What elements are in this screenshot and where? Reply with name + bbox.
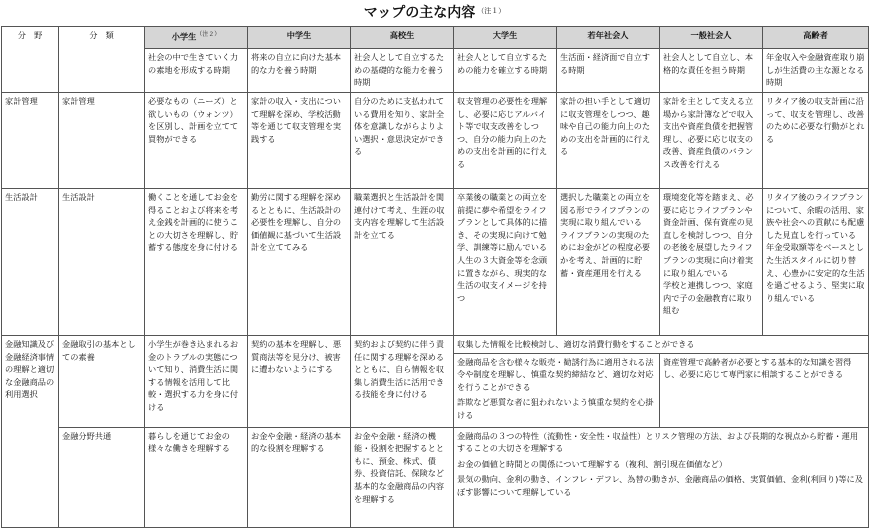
stage-header-row (2, 27, 869, 49)
life-plan-cell: 勤労に関する理解を深めるとともに、生活設計の必要性を理解し、自分の価値観に基づいて生活設計を立ててみる (248, 189, 351, 336)
category-common: 金融分野共通 (59, 427, 145, 527)
basics-row-top (2, 336, 869, 354)
stage-elementary (145, 27, 248, 49)
stage-desc: 年金収入や金融資産取り崩しが生活費の主な源となる時期 (763, 49, 869, 93)
life-plan-cell: 働くことを通してお金を得ることおよび将来を考え金銭を計画的に使うことの大切さを理解し、貯蓄する態度を身に付ける (145, 189, 248, 336)
stage-label: 高齢者 (803, 30, 828, 40)
life-plan-row (2, 189, 869, 336)
common-univ-plus (454, 427, 869, 527)
category-header: 分 類 (59, 27, 145, 93)
common-univ-item: お金の価値と時間との関係について理解する（複利、割引現在価値など） (457, 458, 728, 469)
basics-univ-young (454, 353, 660, 427)
basics-elementary: 小学生が巻き込まれるお金のトラブルの実態について知り、消費生活に関する情報を活用して比較・選択する力を身に付ける (145, 336, 248, 428)
field-header: 分 野 (2, 27, 59, 93)
field-financial-knowledge: 金融知識及び金融経済事情の理解と適切な金融商品の利用選択 (2, 336, 59, 528)
stage-label: 中学生 (286, 30, 312, 40)
stage-general-adult (660, 27, 763, 49)
life-plan-cell: 選択した職業との両立を図る形でライフプランの実現に取り組んでいる ライフプランの実現のためにお金がどの程度必要かを考え、計画的に貯蓄・資産運用を行える (557, 189, 660, 336)
common-elementary: 暮らしを通じてお金の様々な働きを理解する (145, 427, 248, 527)
field-life-plan: 生活設計 (2, 189, 59, 336)
field-household: 家計管理 (2, 93, 59, 189)
common-row (2, 427, 869, 527)
stage-young-adult (557, 27, 660, 49)
common-univ-item: 金融商品の３つの特性（流動性・安全性・収益性）とリスク管理の方法、および長期的な視点から貯蓄・運用することの大切さを理解する (457, 430, 859, 454)
stage-desc: 社会人として自立するための能力を確立する時期 (454, 49, 557, 93)
common-junior: お金や金融・経済の基本的な役割を理解する (248, 427, 351, 527)
category-basics: 金融取引の基本としての素養 (59, 336, 145, 428)
stage-senior (763, 27, 869, 49)
stage-note: （注２） (196, 31, 221, 38)
stage-desc: 社会人として自立するための基礎的な能力を養う時期 (351, 49, 454, 93)
stage-label: 一般社会人 (690, 30, 732, 40)
basics-junior: 契約の基本を理解し、悪質商法等を見分け、被害に遭わないようにする (248, 336, 351, 428)
stage-label: 高校生 (389, 30, 415, 40)
stage-university (454, 27, 557, 49)
stage-label: 小学生 (171, 31, 197, 42)
basics-high: 契約および契約に伴う責任に関する理解を深めるとともに、自ら情報を収集し消費生活に活用できる技能を身に付ける (351, 336, 454, 428)
household-cell: リタイア後の収支計画に沿って、収支を管理し、改善のために必要な行動がとれる (763, 93, 869, 189)
life-plan-cell: 環境変化等を踏まえ、必要に応じライフプランや資金計画、保有資産の見直しを検討しつつ、自分の老後を展望したライフプランの実現に向け着実に取り組んでいる 学校と連携しつつ、家庭内で子の金融教育に取り組む (660, 189, 763, 336)
basics-univ-young-item: 金融商品を含む様々な販売・勧誘行為に適用される法令や制度を理解し、慎重な契約締結など、適切な対応を行うことができる (457, 356, 654, 392)
household-cell: 家計の担い手として適切に収支管理をしつつ、趣味や自己の能力向上のための支出を計画的に行える (557, 93, 660, 189)
life-plan-cell: 卒業後の職業との両立を前提に夢や希望をライフプランとして具体的に描き、その実現に向けて勉学、訓練等に励んでいる 人生の３大資金等を念頭に置きながら、現実的な生活の収支イメージを持つ (454, 189, 557, 336)
household-cell: 自分のために支払われている費用を知り、家計全体を意識しながらよりよい選択・意思決定ができる (351, 93, 454, 189)
life-plan-cell: 職業選択と生活設計を関連付けて考え、生涯の収支内容を理解して生活設計を立てる (351, 189, 454, 336)
title-text: マップの主な内容 (363, 5, 476, 21)
stage-high-school (351, 27, 454, 49)
basics-general-senior: 資産管理で高齢者が必要とする基本的な知識を習得し、必要に応じて専門家に相談することができる (660, 353, 869, 427)
common-univ-item: 景気の動向、金利の動き、インフレ・デフレ、為替の動きが、金融商品の価格、実質価値、金利(利回り)等に及ぼす影響について理解している (457, 474, 863, 497)
category-household: 家計管理 (59, 93, 145, 189)
household-cell: 収支管理の必要性を理解し、必要に応じアルバイト等で収支改善をしつつ、自分の能力向上のための支出を計画的に行える (454, 93, 557, 189)
stage-junior-high (248, 27, 351, 49)
stage-desc: 生活面・経済面で自立する時期 (557, 49, 660, 93)
page-title (0, 0, 869, 26)
stage-desc: 将来の自立に向けた基本的な力を養う時期 (248, 49, 351, 93)
map-table (1, 26, 869, 528)
household-cell: 必要なもの（ニーズ）と欲しいもの（ウォンツ）を区別し、計画を立てて買物ができる (145, 93, 248, 189)
household-cell: 家計の収入・支出について理解を深め、学校活動等を通じて収支管理を実践する (248, 93, 351, 189)
common-high: お金や金融・経済の機能・役割を把握するとともに、預金、株式、債券、投資信託、保険など基本的な金融商品の内容を理解する (351, 427, 454, 527)
stage-desc: 社会人として自立し、本格的な責任を担う時期 (660, 49, 763, 93)
life-plan-cell: リタイア後のライフプランについて、余暇の活用、家族や社会への貢献にも配慮した見直しを行っている 年金受取額等をベースとした生活スタイルに切り替え、心豊かに安定的な生活を過ごせるよう、堅実に取り組んでいる (763, 189, 869, 336)
stage-label: 若年社会人 (587, 30, 629, 40)
basics-univ-plus-top: 収集した情報を比較検討し、適切な消費行動をすることができる (454, 336, 869, 354)
household-cell: 家計を主として支える立場から家計簿などで収入支出や資産負債を把握管理し、必要に応じ収支の改善、資産負債のバランス改善を行える (660, 93, 763, 189)
category-life-plan: 生活設計 (59, 189, 145, 336)
stage-label: 大学生 (492, 30, 518, 40)
household-row (2, 93, 869, 189)
stage-desc: 社会の中で生きていく力の素地を形成する時期 (145, 49, 248, 93)
title-note: （注１） (477, 7, 506, 15)
basics-univ-young-item: 詐欺など悪質な者に狙われないよう慎重な契約を心掛ける (457, 397, 654, 420)
